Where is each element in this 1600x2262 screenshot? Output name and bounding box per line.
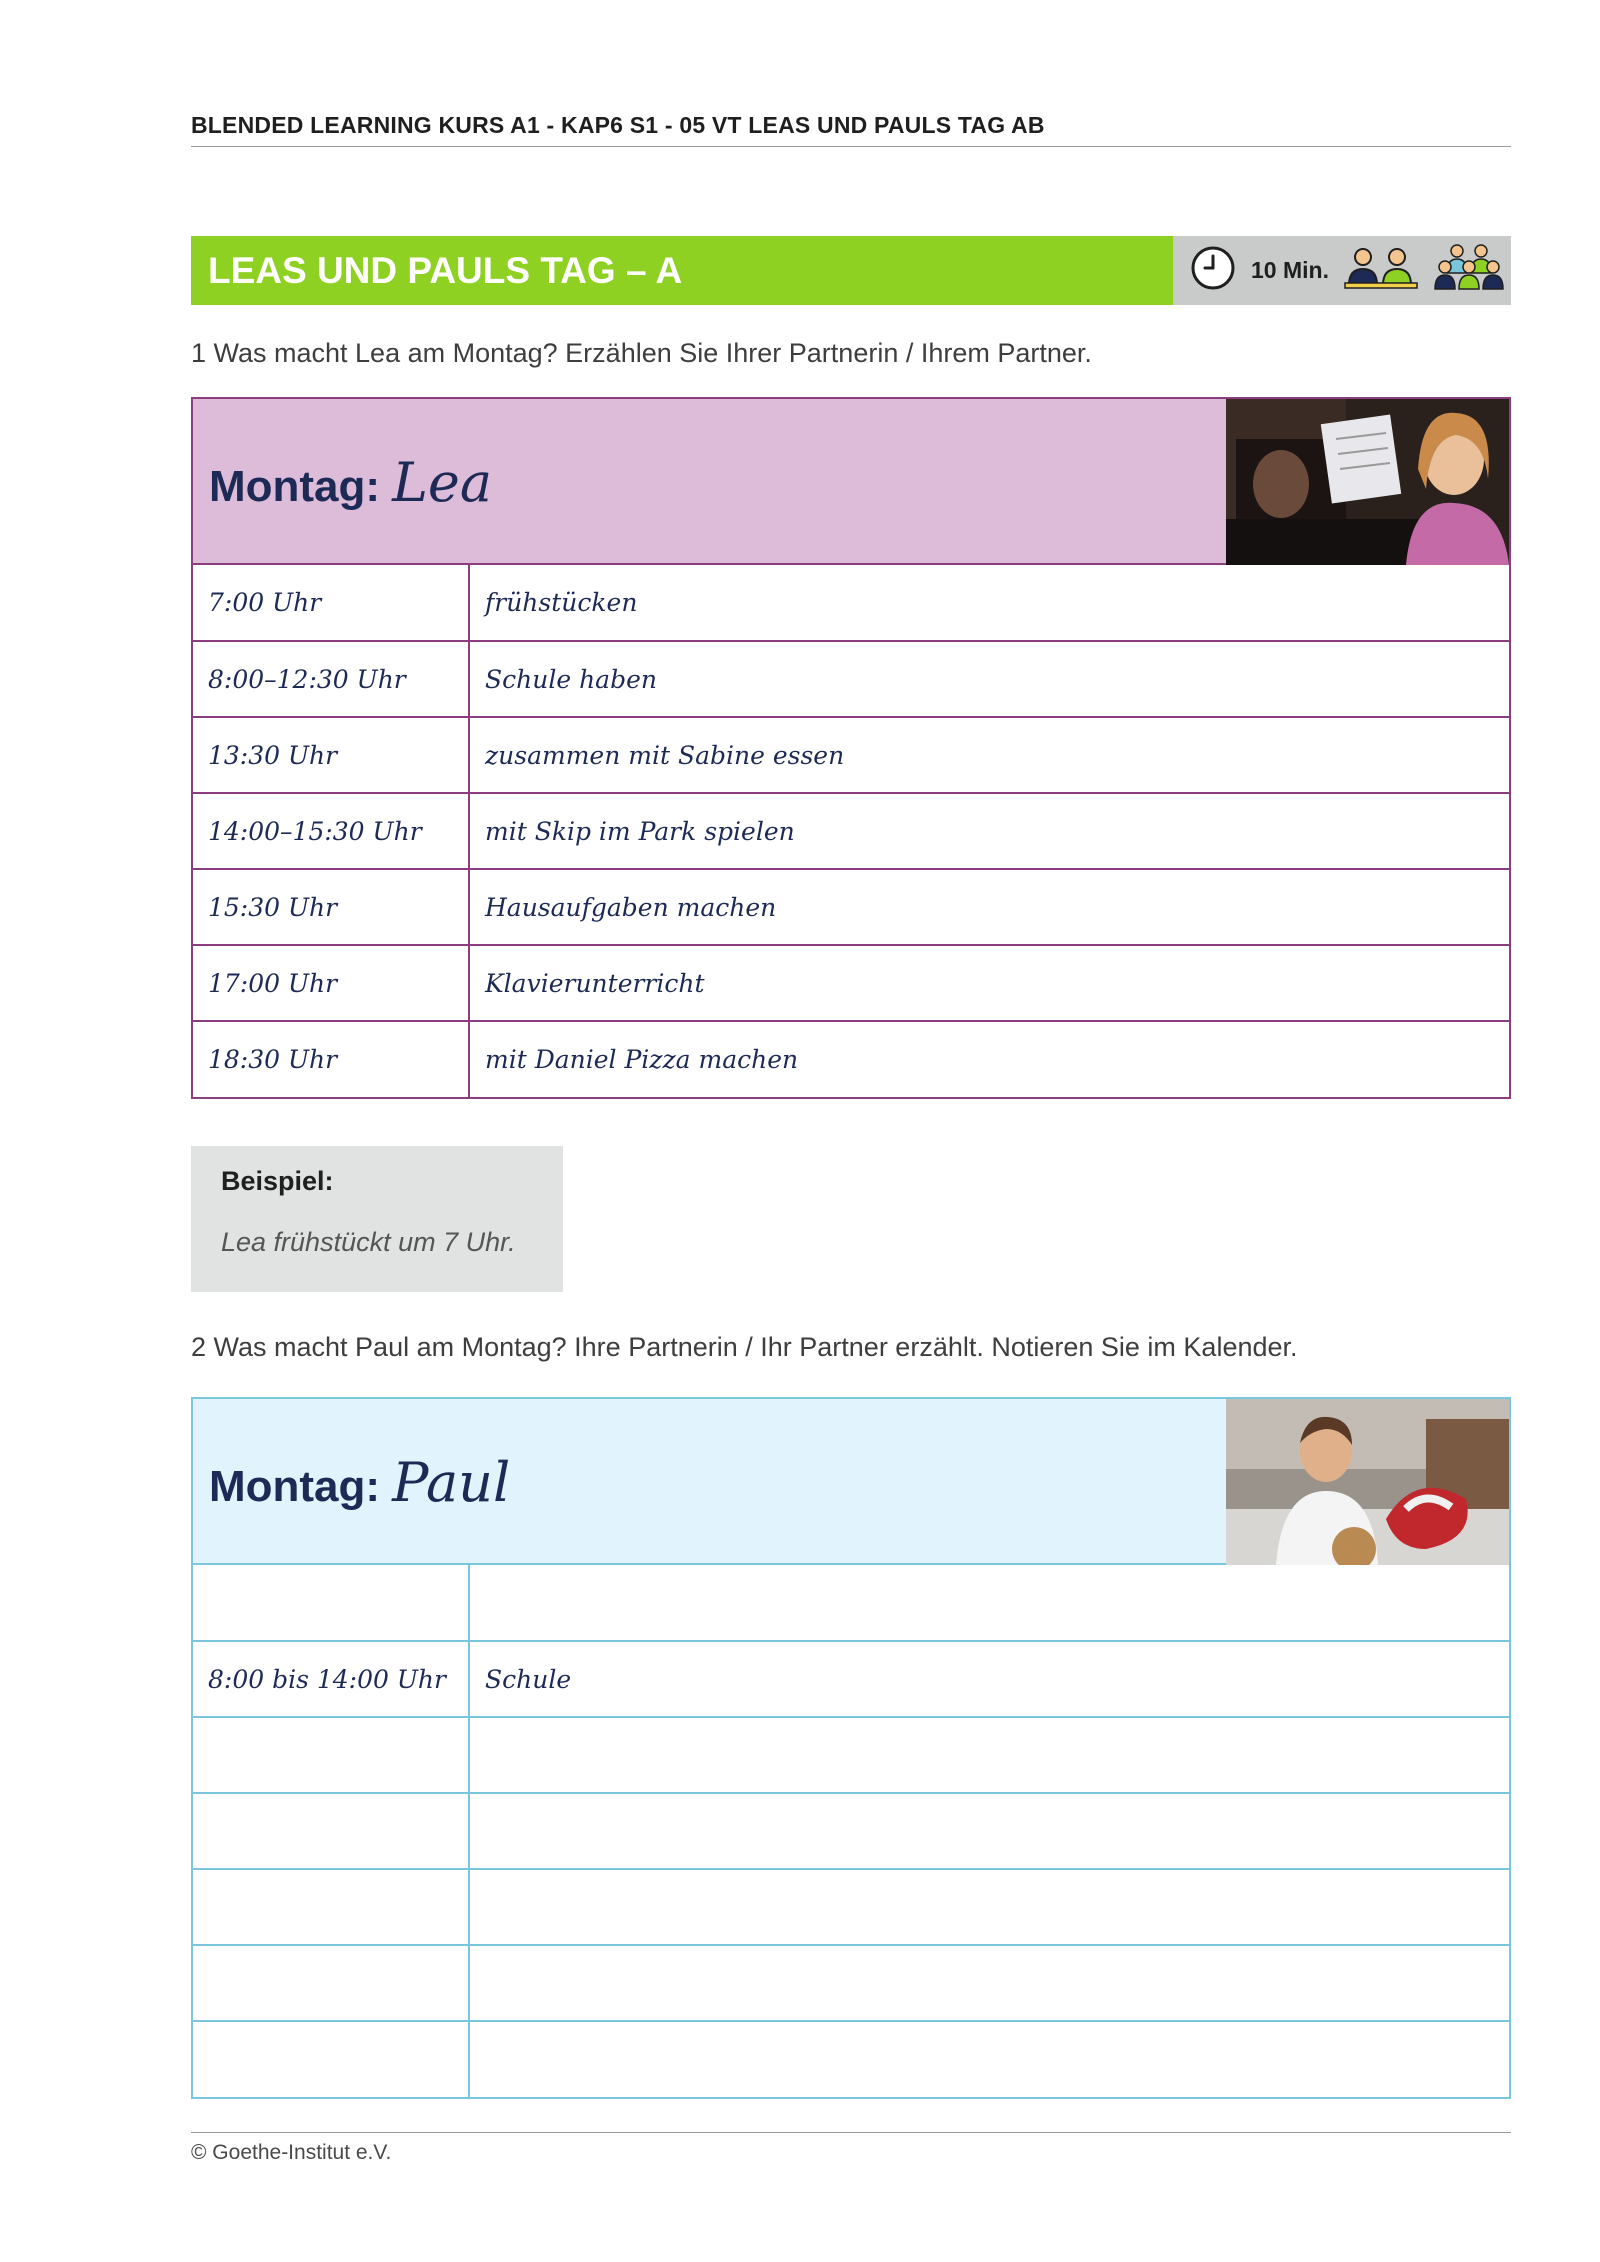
- activity-cell: zusammen mit Sabine essen: [469, 717, 1509, 793]
- table-row[interactable]: [193, 1869, 1509, 1945]
- exercise-info: [1173, 236, 1511, 305]
- paul-schedule-title: [209, 1451, 510, 1514]
- time-cell[interactable]: [193, 1717, 469, 1793]
- day-label: Montag:: [209, 1462, 381, 1511]
- example-text: Lea frühstückt um 7 Uhr.: [221, 1227, 516, 1257]
- task-2-instruction: 2 Was macht Paul am Montag? Ihre Partnerin / Ihr Partner erzählt. Notieren Sie im Kalender.: [191, 1332, 1298, 1362]
- duration-label: 10 Min.: [1251, 257, 1329, 283]
- activity-cell[interactable]: [469, 2021, 1509, 2097]
- lea-schedule: [191, 397, 1511, 1099]
- activity-cell[interactable]: Schule: [469, 1641, 1509, 1717]
- clock-icon: [1189, 244, 1237, 297]
- pair-work-icon: [1343, 245, 1419, 296]
- table-row[interactable]: [193, 1945, 1509, 2021]
- example-title: Beispiel:: [221, 1166, 334, 1196]
- activity-cell[interactable]: [469, 1945, 1509, 2021]
- page-footer: [191, 2132, 1511, 2165]
- page-header: BLENDED LEARNING KURS A1 - KAP6 S1 - 05 VT LEAS UND PAULS TAG AB: [191, 112, 1511, 147]
- activity-cell: Hausaufgaben machen: [469, 869, 1509, 945]
- person-name: Lea: [392, 451, 493, 514]
- activity-cell[interactable]: [469, 1565, 1509, 1641]
- table-row[interactable]: [193, 1641, 1509, 1717]
- task-1-instruction: 1 Was macht Lea am Montag? Erzählen Sie Ihrer Partnerin / Ihrem Partner.: [191, 338, 1092, 368]
- table-row[interactable]: [193, 1793, 1509, 1869]
- activity-cell: mit Daniel Pizza machen: [469, 1021, 1509, 1097]
- time-cell[interactable]: [193, 1565, 469, 1641]
- time-cell: 17:00 Uhr: [193, 945, 469, 1021]
- table-row[interactable]: [193, 1717, 1509, 1793]
- time-cell: 15:30 Uhr: [193, 869, 469, 945]
- time-cell[interactable]: 8:00 bis 14:00 Uhr: [193, 1641, 469, 1717]
- time-cell[interactable]: [193, 1869, 469, 1945]
- group-work-icon: [1431, 243, 1507, 298]
- paul-schedule-header: [193, 1399, 1509, 1565]
- example-box: [191, 1146, 563, 1292]
- paul-schedule: [191, 1397, 1511, 2099]
- table-row[interactable]: [193, 1565, 1509, 1641]
- activity-cell: frühstücken: [485, 588, 638, 617]
- table-row: [193, 641, 1509, 717]
- time-cell: 8:00–12:30 Uhr: [193, 641, 469, 717]
- table-row: [193, 793, 1509, 869]
- activity-cell: mit Skip im Park spielen: [469, 793, 1509, 869]
- table-row: [193, 869, 1509, 945]
- time-cell[interactable]: [193, 1945, 469, 2021]
- time-cell: 14:00–15:30 Uhr: [193, 793, 469, 869]
- paul-schedule-table: [193, 1565, 1509, 2097]
- table-row[interactable]: [193, 2021, 1509, 2097]
- exercise-title-bar: [191, 236, 1511, 305]
- exercise-title: LEAS UND PAULS TAG – A: [191, 236, 1173, 305]
- table-row: [193, 945, 1509, 1021]
- copyright: © Goethe-Institut e.V.: [191, 2141, 392, 2164]
- lea-schedule-table: [193, 565, 1509, 1097]
- time-cell: 13:30 Uhr: [193, 717, 469, 793]
- activity-cell[interactable]: [469, 1717, 1509, 1793]
- table-row: [193, 565, 1509, 641]
- time-cell: 18:30 Uhr: [193, 1021, 469, 1097]
- day-label: Montag:: [209, 462, 381, 511]
- lea-schedule-header: [193, 399, 1509, 565]
- table-row: [193, 1021, 1509, 1097]
- paul-photo: [1226, 1399, 1509, 1565]
- lea-schedule-title: [209, 451, 492, 514]
- activity-cell: Klavierunterricht: [469, 945, 1509, 1021]
- time-cell[interactable]: [193, 2021, 469, 2097]
- activity-cell[interactable]: [469, 1869, 1509, 1945]
- person-name: Paul: [392, 1451, 511, 1514]
- activity-cell[interactable]: [469, 1793, 1509, 1869]
- time-cell: 7:00 Uhr: [193, 565, 469, 641]
- time-cell[interactable]: [193, 1793, 469, 1869]
- lea-photo: [1226, 399, 1509, 565]
- table-row: [193, 717, 1509, 793]
- activity-cell: Schule haben: [469, 641, 1509, 717]
